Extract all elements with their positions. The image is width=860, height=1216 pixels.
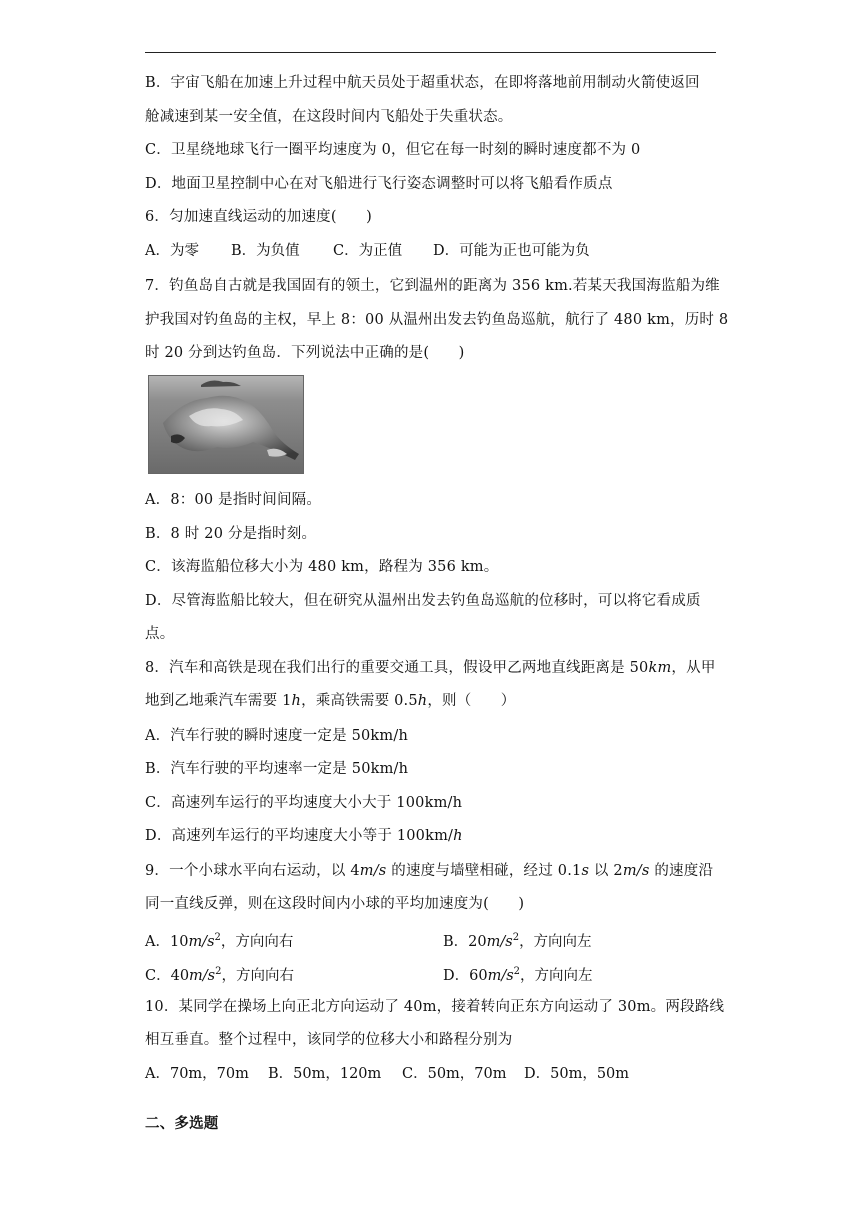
q9-c-dir: ，方向向右 xyxy=(221,967,294,984)
q5-option-d: D．地面卫星控制中心在对飞船进行飞行姿态调整时可以将飞船看作质点 xyxy=(145,176,613,192)
q7-stem-line2: 护我国对钓鱼岛的主权，早上 8：00 从温州出发去钓鱼岛巡航，航行了 480 km，历时 8 xyxy=(145,312,729,328)
q5-option-b-line1: B．宇宙飞船在加速上升过程中航天员处于超重状态，在即将落地前用制动火箭使返回 xyxy=(145,75,700,91)
q8-l2-h1: h xyxy=(291,693,302,709)
q9-d-exp: 2 xyxy=(513,966,521,977)
q8-option-d-text: D．高速列车运行的平均速度大小等于 100km/ xyxy=(145,828,454,844)
q9-b-unit: m/s xyxy=(486,933,513,950)
header-rule xyxy=(145,52,716,53)
q6-option-d: D．可能为正也可能为负 xyxy=(433,243,590,259)
diaoyu-island-photo xyxy=(148,375,304,474)
q9-a-dir: ，方向向右 xyxy=(220,933,294,950)
q10-option-c: C．50m，70m xyxy=(402,1066,507,1082)
q9-option-a xyxy=(145,928,293,952)
q9-b-num: B．20 xyxy=(443,933,487,950)
q7-option-a: A．8：00 是指时间间隔。 xyxy=(145,492,322,508)
q9-l1-text-b: 的速度与墙壁相碰，经过 0.1 xyxy=(386,863,582,879)
q7-stem-line1: 7．钓鱼岛自古就是我国固有的领土，它到温州的距离为 356 km.若某天我国海监船为维 xyxy=(145,278,720,294)
q10-option-d: D．50m，50m xyxy=(524,1066,630,1082)
q6-option-c: C．为正值 xyxy=(333,243,403,259)
q9-b-dir: ，方向向左 xyxy=(519,933,592,950)
q10-stem-line2: 相互垂直。整个过程中，该同学的位移大小和路程分别为 xyxy=(145,1032,513,1048)
q9-d-dir: ，方向向左 xyxy=(520,967,593,984)
q10-option-b: B．50m，120m xyxy=(268,1066,382,1082)
q10-option-a: A．70m，70m xyxy=(145,1066,249,1082)
q9-stem-line1 xyxy=(145,861,713,881)
q8-stem-line1 xyxy=(145,658,716,678)
q9-l1-s: s xyxy=(581,863,590,879)
q9-l1-unit2: m/s xyxy=(622,863,650,879)
q8-option-c: C．高速列车运行的平均速度大小大于 100km/h xyxy=(145,795,463,811)
q9-stem-line2: 同一直线反弹，则在这段时间内小球的平均加速度为( ) xyxy=(145,896,525,912)
q9-a-exp: 2 xyxy=(214,932,221,943)
q9-d-num: D．60 xyxy=(443,967,488,984)
q5-option-c: C．卫星绕地球飞行一圈平均速度为 0，但它在每一时刻的瞬时速度都不为 0 xyxy=(145,142,641,158)
q9-option-d xyxy=(443,962,593,986)
q6-option-b: B．为负值 xyxy=(231,243,300,259)
q9-b-exp: 2 xyxy=(512,932,520,943)
q6-stem: 6．匀加速直线运动的加速度( ) xyxy=(145,209,372,225)
section-heading-multiple-choice: 二、多选题 xyxy=(145,1115,219,1132)
q9-c-exp: 2 xyxy=(215,966,222,977)
q9-c-num: C．40 xyxy=(145,967,190,984)
q8-l1-km: km xyxy=(648,660,672,676)
q9-d-unit: m/s xyxy=(487,967,514,984)
q9-a-unit: m/s xyxy=(188,933,215,950)
q8-l2-text-a: 地到乙地乘汽车需要 1 xyxy=(145,693,292,709)
q9-l1-text-c: 以 2 xyxy=(589,863,623,879)
q8-l2-text-c: ，则（ ） xyxy=(427,693,516,709)
q9-option-c xyxy=(145,962,294,986)
q8-l2-h2: h xyxy=(417,693,428,709)
q7-option-d-line2: 点。 xyxy=(145,626,175,642)
q8-l1-text-b: ，从甲 xyxy=(671,660,716,676)
q7-option-d-line1: D．尽管海监船比较大，但在研究从温州出发去钓鱼岛巡航的位移时，可以将它看成质 xyxy=(145,593,701,609)
q9-option-b xyxy=(443,928,592,952)
q8-stem-line2 xyxy=(145,691,516,711)
q8-l2-text-b: ，乘高铁需要 0.5 xyxy=(301,693,418,709)
q8-option-b: B．汽车行驶的平均速率一定是 50km/h xyxy=(145,761,409,777)
q9-l1-text-d: 的速度沿 xyxy=(649,863,714,879)
q9-c-unit: m/s xyxy=(189,967,216,984)
q5-option-b-line2: 舱减速到某一安全值，在这段时间内飞船处于失重状态。 xyxy=(145,109,513,125)
q10-stem-line1: 10．某同学在操场上向正北方向运动了 40m，接着转向正东方向运动了 30m。两段路线 xyxy=(145,999,725,1015)
q9-a-num: A．10 xyxy=(145,933,189,950)
q7-option-b: B．8 时 20 分是指时刻。 xyxy=(145,526,317,542)
q8-l1-text-a: 8．汽车和高铁是现在我们出行的重要交通工具，假设甲乙两地直线距离是 50 xyxy=(145,660,649,676)
island-photo-drawing xyxy=(149,376,303,473)
q8-option-a: A．汽车行驶的瞬时速度一定是 50km/h xyxy=(145,728,408,744)
q6-option-a: A．为零 xyxy=(145,243,199,259)
q7-stem-line3: 时 20 分到达钓鱼岛．下列说法中正确的是( ) xyxy=(145,345,465,361)
q8-option-d xyxy=(145,826,463,846)
q8-option-d-h: h xyxy=(453,828,463,844)
q9-l1-text-a: 9．一个小球水平向右运动，以 4 xyxy=(145,863,360,879)
q7-option-c: C．该海监船位移大小为 480 km，路程为 356 km。 xyxy=(145,559,499,575)
q9-l1-unit1: m/s xyxy=(359,863,387,879)
